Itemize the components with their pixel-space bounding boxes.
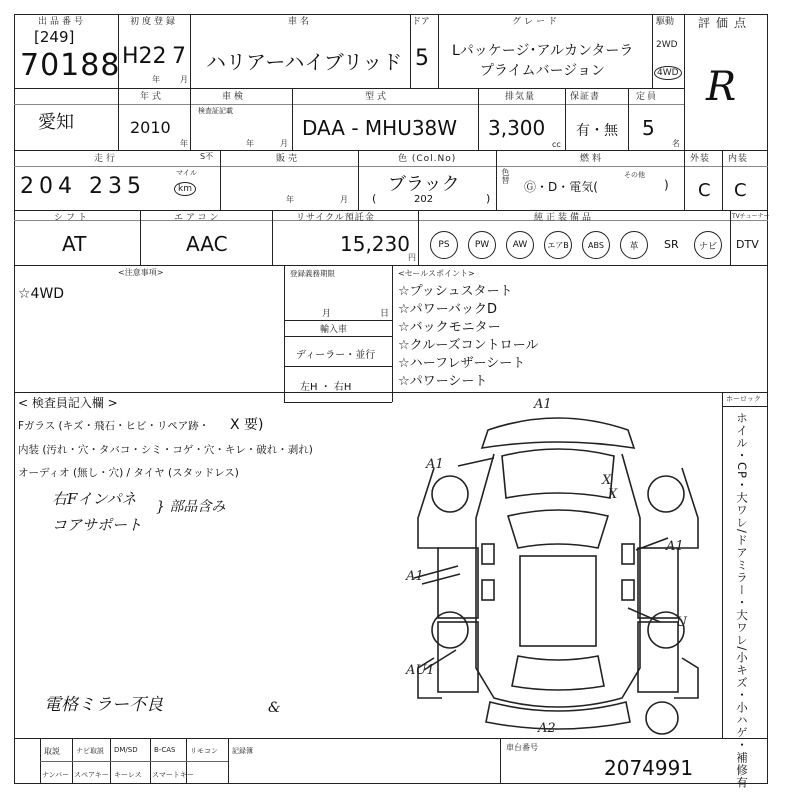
rule [228, 738, 229, 784]
color-number: 202 [414, 194, 434, 205]
label-drive: 駆動 [656, 17, 675, 27]
exhibit-small: [249] [34, 28, 75, 46]
label-inspector: < 検査員記入欄 > [18, 396, 118, 410]
seats-unit: 名 [672, 139, 680, 148]
box-records: 記録簿 [232, 747, 253, 755]
interior-grade: C [734, 180, 747, 201]
box-navi-manual: ナビ取説 [76, 747, 104, 755]
rule [722, 150, 723, 210]
rule [14, 220, 768, 221]
label-cc: 排気量 [505, 92, 536, 102]
rule [684, 14, 685, 150]
rule [438, 14, 439, 88]
label-recycle: リサイクル預託金 [296, 213, 375, 223]
area: 愛知 [38, 112, 74, 133]
handwritten-note: } 部品含み [156, 499, 226, 515]
shaken-year: 年 [246, 139, 254, 148]
first-reg-era: H22 [122, 44, 167, 69]
sales-point-item: ☆パワーシート [398, 374, 488, 389]
sales-point-item: ☆プッシュスタート [398, 284, 513, 299]
sales-point-item: ☆パワーバックD [398, 302, 498, 317]
grade-line1: Lパッケージ･アルカンターラ [452, 43, 634, 59]
box-manual: 取説 [44, 747, 60, 756]
label-interior: 内装 [728, 154, 749, 164]
rule [418, 210, 419, 265]
notes-text: ☆4WD [18, 286, 65, 302]
model-year-unit: 年 [180, 139, 188, 148]
label-doors: ドア [412, 17, 430, 27]
model-year: 2010 [130, 118, 171, 137]
rule [272, 210, 273, 265]
rule [118, 88, 119, 150]
color-paren-close: ) [486, 192, 491, 205]
rule [478, 88, 479, 150]
label-aircon: エアコン [174, 213, 222, 223]
score-value: R [706, 64, 737, 110]
rule [14, 104, 684, 105]
rule [292, 88, 293, 150]
box-dm-sd: DM/SD [114, 746, 138, 754]
rule [190, 88, 191, 150]
label-sales: 販売 [276, 154, 301, 164]
rule [722, 392, 723, 738]
mile-unit: マイル [176, 169, 197, 177]
aircon-value: AAC [186, 232, 228, 256]
label-fuel: 燃料 [580, 154, 605, 164]
label-grade: グレード [512, 17, 561, 27]
rule [722, 406, 768, 407]
drive-2wd: 2WD [656, 40, 678, 50]
shift-value: AT [62, 232, 87, 256]
equip-ps: PS [430, 231, 458, 259]
rule [14, 738, 768, 739]
handwritten-note: 電格ミラー不良 [44, 695, 163, 715]
damage-mark: A1 [426, 457, 444, 472]
glass-line: Fガラス (キズ・飛石・ヒビ・リペア跡・ [18, 420, 210, 432]
label-import: 輸入車 [320, 325, 348, 335]
label-registration: 登録義務期限 [290, 269, 335, 278]
sales-month: 月 [340, 195, 348, 204]
fuel-other-label: その他 [624, 171, 645, 179]
shaken-note: 検査証記載 [198, 107, 233, 115]
label-color: 色 (Col.No) [398, 154, 457, 164]
damage-mark: A1 [534, 398, 552, 412]
box-remote: リモコン [190, 747, 218, 755]
label-legend: ホーロック [726, 395, 761, 403]
label-chassis: 車台番号 [506, 743, 538, 752]
rule [14, 166, 768, 167]
rule [284, 336, 392, 337]
displacement: 3,300 [488, 116, 546, 140]
interior-line: 内装 (汚れ・穴・タバコ・シミ・コゲ・穴・キレ・破れ・剥れ) [18, 444, 313, 456]
damage-mark: A1 [406, 569, 424, 584]
box-spare-key: スペアキー [74, 771, 109, 779]
label-first-reg: 初度登録 [130, 17, 179, 27]
rule [284, 366, 392, 367]
equip-aw: AW [506, 231, 534, 259]
glass-mark: X 要) [230, 417, 264, 433]
label-sales-points: <セールスポイント> [398, 269, 475, 278]
rule [284, 265, 285, 402]
car-name: ハリアーハイブリッド [206, 50, 403, 74]
rule [730, 210, 731, 265]
equip-airbag: エアB [544, 231, 572, 259]
shaken-month: 月 [280, 139, 288, 148]
rule [14, 210, 768, 211]
first-reg-month: 7 [172, 44, 186, 69]
doors: 5 [415, 46, 429, 71]
rule [410, 14, 411, 88]
rule [684, 150, 685, 210]
label-mileage: 走行 [94, 154, 119, 164]
rule [190, 14, 191, 88]
damage-mark: A1 [666, 539, 684, 554]
chassis-number: 2074991 [604, 756, 694, 780]
damage-mark: X [608, 487, 618, 502]
model-code: DAA - MHU38W [302, 116, 458, 140]
fuel-types: Ⓖ・D・電気( [524, 180, 598, 194]
label-mileage-flag: S不 [200, 152, 214, 161]
label-model-year: 年式 [140, 92, 165, 102]
color-paren: ( [372, 192, 378, 205]
reg-day: 日 [380, 309, 390, 319]
rule [140, 210, 141, 265]
equip-pw: PW [468, 231, 496, 259]
rule [358, 150, 359, 210]
exterior-grade: C [698, 180, 711, 201]
equip-navi: ナビ [694, 231, 722, 259]
reg-month: 月 [322, 309, 332, 319]
car-damage-diagram [398, 398, 718, 738]
label-car-name: 車名 [288, 17, 313, 27]
rule [284, 402, 392, 403]
damage-mark: A2 [538, 721, 556, 736]
label-shaken: 車検 [222, 92, 247, 102]
sales-point-item: ☆クルーズコントロール [398, 338, 539, 353]
color-name: ブラック [388, 174, 460, 195]
label-score: 評価点 [698, 16, 753, 30]
rule [14, 265, 768, 266]
label-shift: シフト [54, 213, 91, 223]
month-unit: 月 [180, 75, 188, 84]
fuel-close: ) [664, 178, 669, 192]
dealer-parallel: ディーラー・並行 [296, 350, 376, 361]
rule [628, 88, 629, 150]
handwritten-note: & [268, 700, 281, 716]
equip-dtv: DTV [736, 238, 759, 251]
mileage-value: 204 235 [20, 174, 146, 199]
grade-line2: プライムバージョン [480, 63, 606, 79]
rule [14, 150, 768, 151]
box-bcas: B-CAS [154, 746, 176, 754]
audio-tire-line: オーディオ (無し・穴) / タイヤ (スタッドレス) [18, 467, 239, 479]
warranty: 有・無 [576, 123, 618, 139]
rule [14, 392, 768, 393]
label-warranty: 保証書 [570, 92, 601, 102]
cc-unit: cc [552, 140, 561, 149]
box-plate: ナンバー [42, 771, 70, 779]
rule [220, 150, 221, 210]
legend-text: ホイル・CP・大ワレ/ドアミラー・大ワレ/小キズ・小ハゲ・補修有 [735, 412, 749, 789]
damage-mark: X [602, 473, 612, 488]
rule [652, 14, 653, 88]
label-exhibit: 出品番号 [38, 17, 87, 27]
rule [500, 738, 501, 784]
label-model: 型式 [365, 92, 390, 102]
rule [565, 88, 566, 150]
sales-year: 年 [286, 195, 294, 204]
sales-point-item: ☆バックモニター [398, 320, 501, 335]
seats: 5 [642, 116, 655, 140]
equip-sr: SR [664, 238, 679, 251]
box-smart-key: スマートキー [152, 771, 194, 779]
recycle-unit: 円 [408, 253, 416, 262]
exhibit-number: 70188 [20, 48, 121, 83]
label-seats: 定員 [636, 92, 659, 102]
damage-mark: U [676, 615, 687, 630]
handwritten-note: 右Fインパネ [52, 490, 137, 508]
recycle-value: 15,230 [340, 232, 410, 256]
rule [496, 150, 497, 210]
drive-4wd-circled: 4WD [654, 66, 682, 80]
label-exterior: 外装 [690, 154, 711, 164]
handle-side: 左H ・ 右H [300, 382, 352, 393]
equip-abs: ABS [582, 231, 610, 259]
box-keyless: キーレス [114, 771, 142, 779]
label-tuner: TVチューナー [732, 213, 770, 220]
rule [40, 761, 228, 762]
km-unit-circled: km [174, 182, 196, 196]
year-unit: 年 [152, 75, 160, 84]
rule [392, 265, 393, 402]
handwritten-note: コアサポート [52, 516, 143, 534]
label-equipment: 純正装備品 [534, 213, 595, 223]
sales-point-item: ☆ハーフレザーシート [398, 356, 526, 371]
color-change: 色替 [501, 168, 510, 184]
damage-mark: AU1 [406, 663, 435, 678]
label-notes: <注意事項> [118, 268, 164, 277]
equip-leather: 革 [620, 231, 648, 259]
rule [284, 320, 392, 321]
